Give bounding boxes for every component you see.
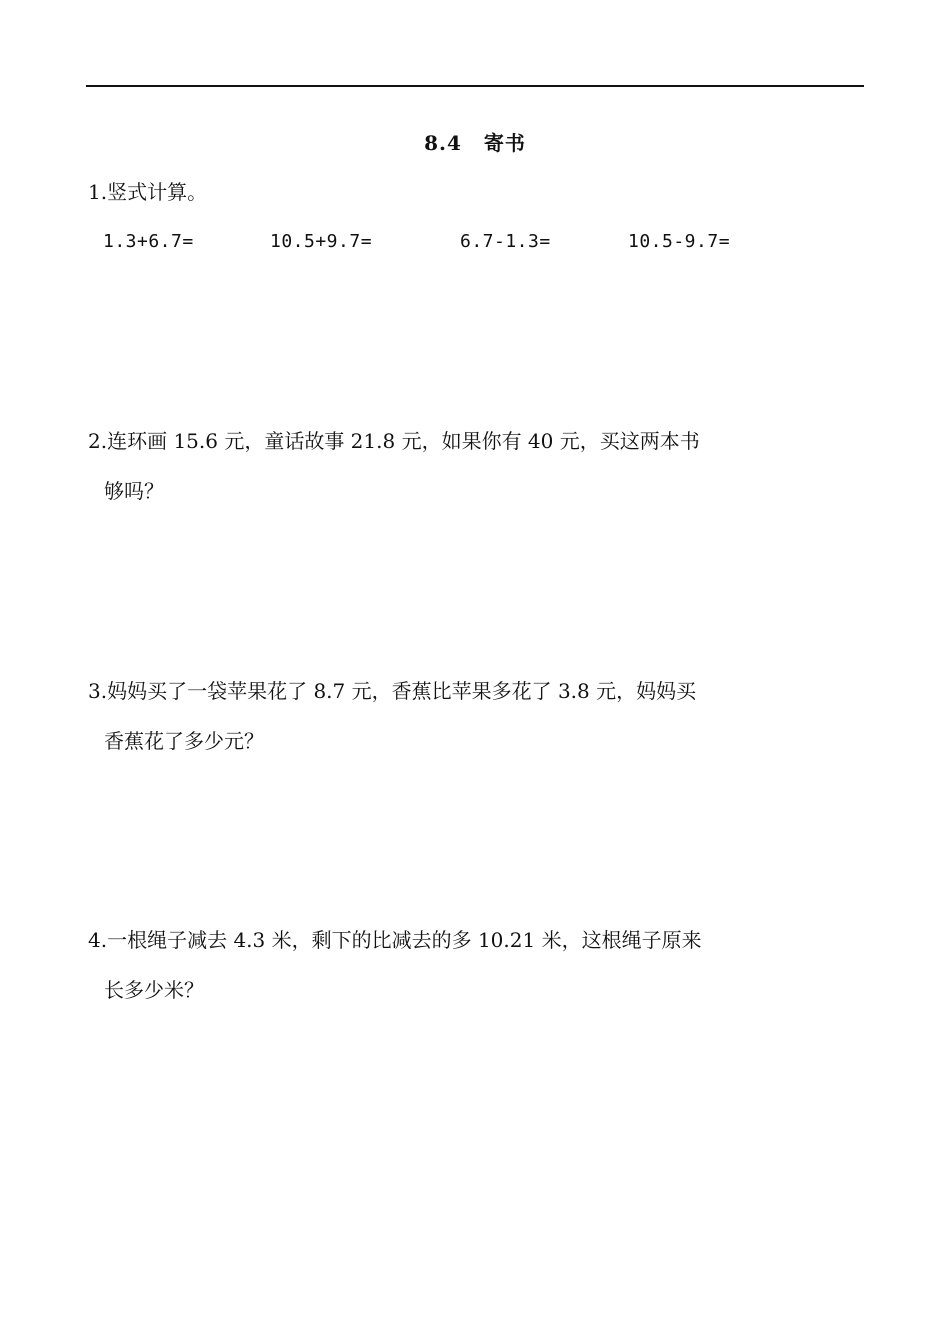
question-2-line-1: 2.连环画 15.6 元，童话故事 21.8 元，如果你有 40 元，买这两本书 xyxy=(88,429,700,453)
question-3-line-1: 3.妈妈买了一袋苹果花了 8.7 元，香蕉比苹果多花了 3.8 元，妈妈买 xyxy=(88,679,697,703)
question-1: 1.竖式计算。 xyxy=(88,180,208,204)
calc-item: 10.5-9.7= xyxy=(628,231,731,252)
header-rule xyxy=(86,85,864,87)
calc-item: 6.7-1.3= xyxy=(460,231,551,252)
page-title xyxy=(0,127,950,156)
question-4-line-1: 4.一根绳子减去 4.3 米，剩下的比减去的多 10.21 米，这根绳子原来 xyxy=(88,928,702,952)
section-name: 寄书 xyxy=(483,131,526,155)
calc-item: 10.5+9.7= xyxy=(270,231,373,252)
section-number: 8.4 xyxy=(424,131,462,155)
question-3-line-2: 香蕉花了多少元？ xyxy=(104,729,264,753)
question-4-line-2: 长多少米？ xyxy=(104,978,204,1002)
question-2-line-2: 够吗？ xyxy=(104,479,164,503)
calc-item: 1.3+6.7= xyxy=(103,231,194,252)
